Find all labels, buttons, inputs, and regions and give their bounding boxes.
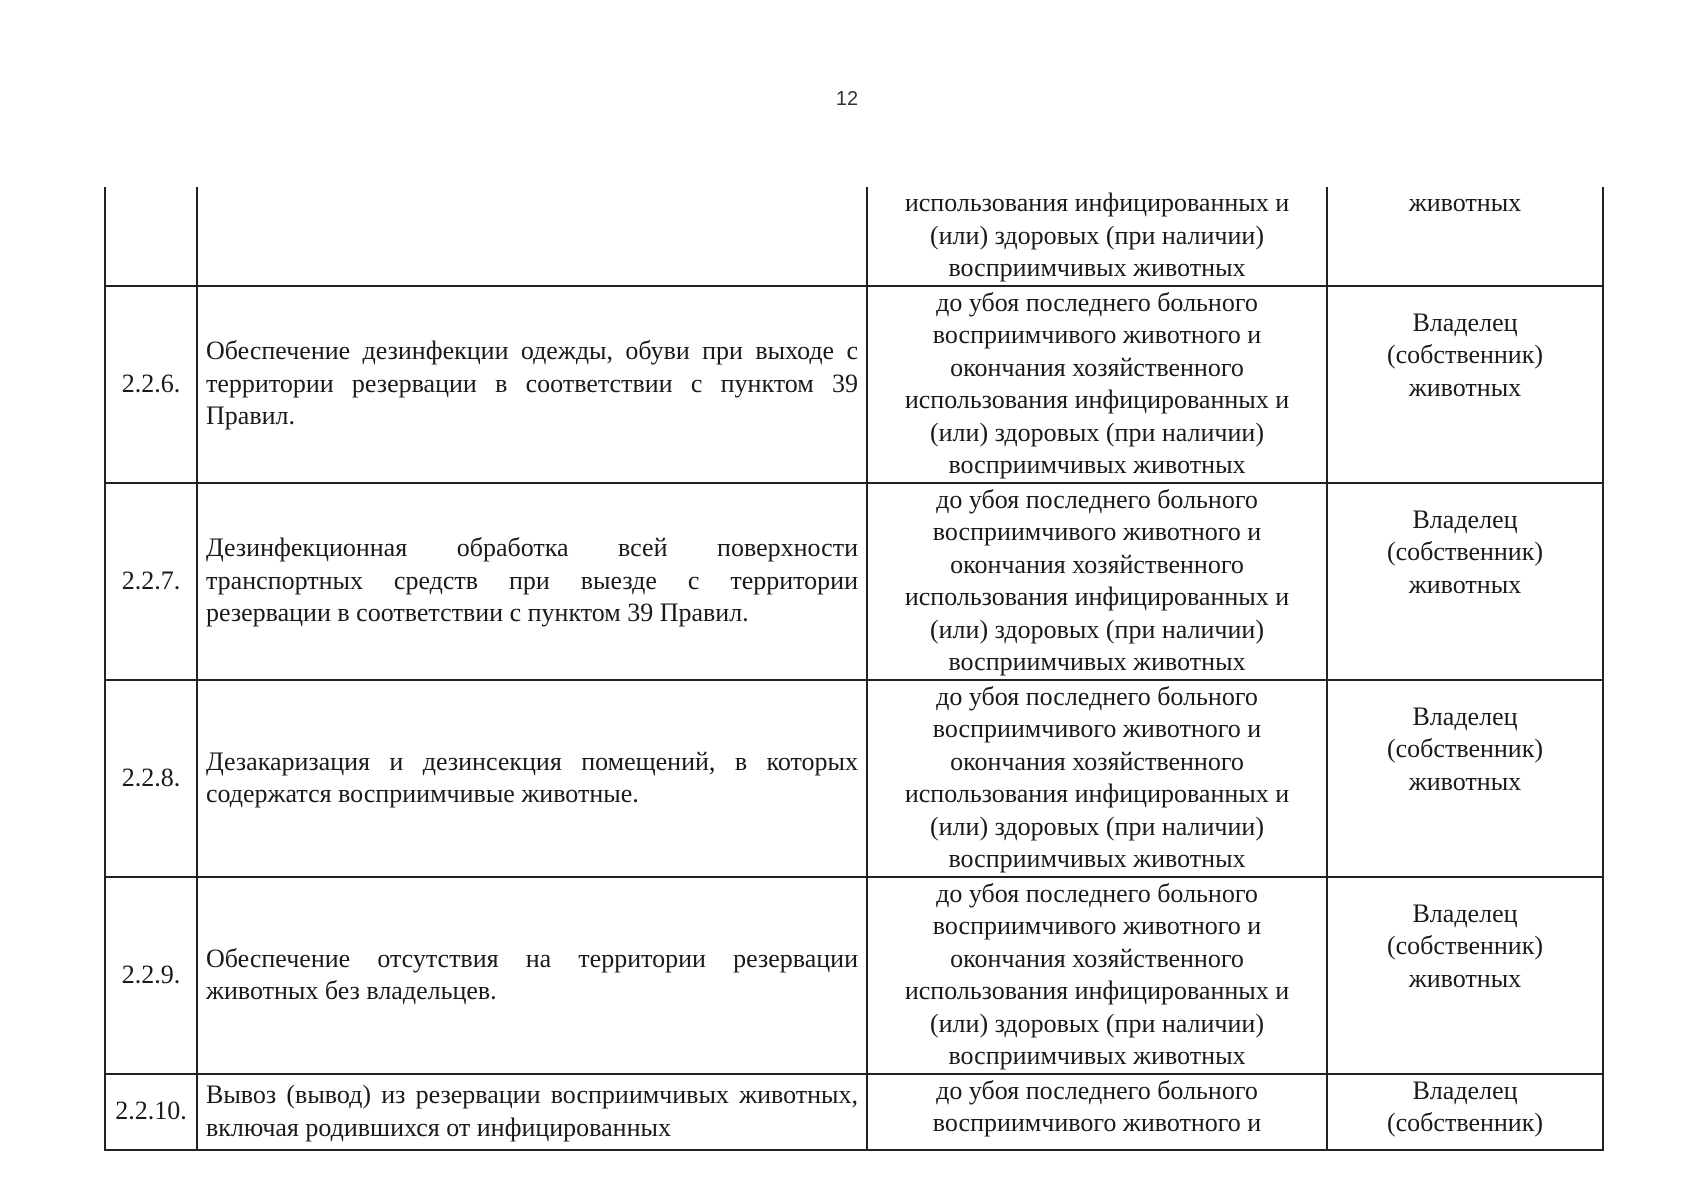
responsible-line: (собственник) [1386, 734, 1544, 763]
deadline-line: восприимчивого животного и [932, 517, 1262, 546]
deadline-line: до убоя последнего больного [936, 484, 1258, 514]
deadline-line: окончания хозяйственного [950, 746, 1244, 776]
measure-description: Дезакаризация и дезинсекция помещений, в которых содержатся восприимчивые животные. [197, 680, 867, 877]
deadline-cell [867, 877, 1327, 1074]
deadline-line: использования инфицированных и [904, 779, 1290, 808]
responsible-line: (собственник) [1386, 340, 1544, 369]
responsible-line: животных [1408, 372, 1522, 402]
table-row [105, 877, 1603, 1074]
deadline-cell [867, 187, 1327, 286]
measures-table [104, 187, 1604, 1151]
responsible-line: животных [1408, 766, 1522, 796]
deadline-line: (или) здоровых (при наличии) [929, 1008, 1264, 1038]
responsible-line: (собственник) [1386, 537, 1544, 566]
deadline-line: восприимчивого животного и [932, 320, 1262, 349]
deadline-line: восприимчивых животных [948, 647, 1246, 676]
deadline-line: до убоя последнего больного [936, 287, 1258, 317]
deadline-line: восприимчивого животного и [932, 1108, 1262, 1137]
responsible-line: животных [1408, 188, 1522, 217]
responsible-cell [1327, 680, 1603, 877]
deadline-line: использования инфицированных и [904, 582, 1290, 611]
deadline-cell [867, 1074, 1327, 1150]
deadline-line: восприимчивых животных [948, 1041, 1246, 1070]
deadline-line: восприимчивых животных [948, 253, 1246, 282]
responsible-cell [1327, 877, 1603, 1074]
deadline-line: использования инфицированных и [904, 385, 1290, 414]
page-number: 12 [835, 88, 859, 110]
item-number: 2.2.9. [105, 877, 197, 1074]
deadline-line: восприимчивого животного и [932, 714, 1262, 743]
deadline-line: до убоя последнего больного [936, 1075, 1258, 1105]
deadline-line: окончания хозяйственного [950, 352, 1244, 382]
responsible-cell [1327, 187, 1603, 286]
table-row [105, 1074, 1603, 1150]
measure-description [197, 187, 867, 286]
measure-description: Вывоз (вывод) из резервации восприимчивых животных, включая родившихся от инфицированных [197, 1074, 867, 1150]
deadline-line: до убоя последнего больного [936, 878, 1258, 908]
deadline-line: (или) здоровых (при наличии) [929, 417, 1264, 447]
responsible-cell [1327, 286, 1603, 483]
deadline-line: (или) здоровых (при наличии) [929, 614, 1264, 644]
item-number: 2.2.6. [105, 286, 197, 483]
responsible-line: Владелец [1412, 307, 1518, 337]
measure-description: Обеспечение отсутствия на территории резервации животных без владельцев. [197, 877, 867, 1074]
responsible-line: Владелец [1412, 1075, 1518, 1105]
item-number: 2.2.10. [105, 1074, 197, 1150]
deadline-line: восприимчивого животного и [932, 911, 1262, 940]
responsible-line: (собственник) [1386, 931, 1544, 960]
deadline-line: окончания хозяйственного [950, 943, 1244, 973]
deadline-line: окончания хозяйственного [950, 549, 1244, 579]
responsible-line: Владелец [1412, 701, 1518, 731]
measure-description: Дезинфекционная обработка всей поверхности транспортных средств при выезде с территории резервации в соответствии с пунктом 39 Правил. [197, 483, 867, 680]
deadline-line: восприимчивых животных [948, 844, 1246, 873]
deadline-line: восприимчивых животных [948, 450, 1246, 479]
table-row [105, 187, 1603, 286]
deadline-line: использования инфицированных и [904, 188, 1290, 217]
deadline-cell [867, 483, 1327, 680]
item-number [105, 187, 197, 286]
responsible-cell [1327, 1074, 1603, 1150]
responsible-line: Владелец [1412, 898, 1518, 928]
item-number: 2.2.7. [105, 483, 197, 680]
deadline-line: до убоя последнего больного [936, 681, 1258, 711]
table-row [105, 483, 1603, 680]
responsible-line: животных [1408, 963, 1522, 993]
responsible-cell [1327, 483, 1603, 680]
responsible-line: Владелец [1412, 504, 1518, 534]
measure-description: Обеспечение дезинфекции одежды, обуви при выходе с территории резервации в соответствии с пунктом 39 Правил. [197, 286, 867, 483]
deadline-line: использования инфицированных и [904, 976, 1290, 1005]
deadline-line: (или) здоровых (при наличии) [929, 220, 1264, 250]
deadline-line: (или) здоровых (при наличии) [929, 811, 1264, 841]
deadline-cell [867, 286, 1327, 483]
item-number: 2.2.8. [105, 680, 197, 877]
table-row [105, 680, 1603, 877]
deadline-cell [867, 680, 1327, 877]
table-row [105, 286, 1603, 483]
responsible-line: животных [1408, 569, 1522, 599]
responsible-line: (собственник) [1386, 1108, 1544, 1137]
